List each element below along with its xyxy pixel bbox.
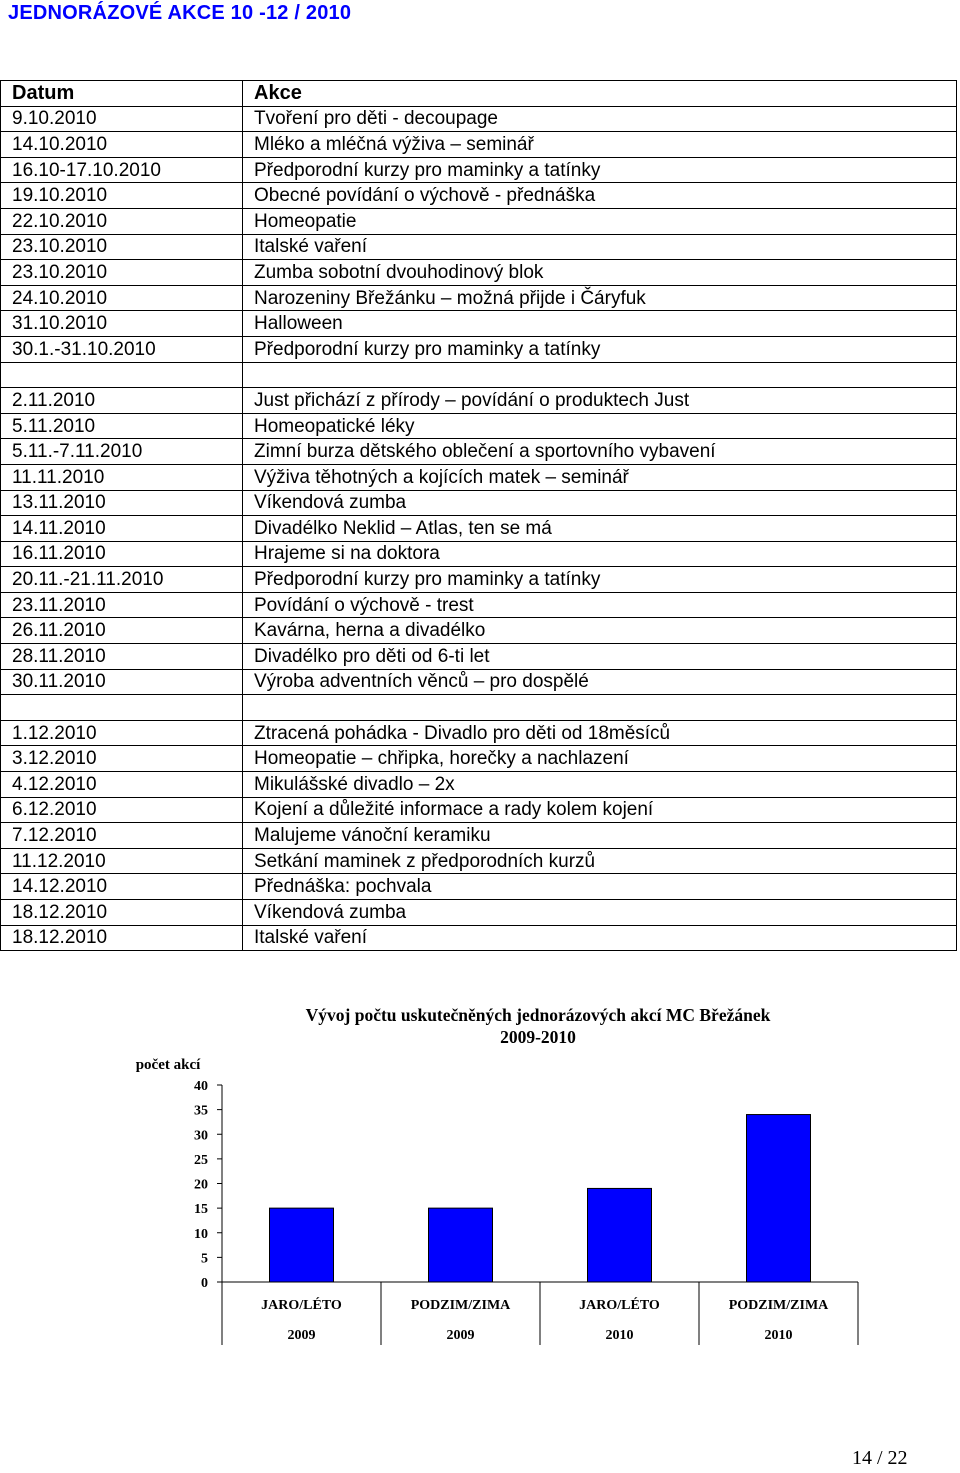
table-row bbox=[1, 336, 957, 362]
event-date-cell: 26.11.2010 bbox=[1, 618, 243, 644]
y-tick-label: 25 bbox=[194, 1152, 208, 1168]
event-date-cell: 23.10.2010 bbox=[1, 260, 243, 286]
event-name-cell: Italské vaření bbox=[243, 234, 957, 260]
x-category-year-label: 2009 bbox=[287, 1328, 316, 1343]
event-name-cell: Obecné povídání o výchově - přednáška bbox=[243, 183, 957, 209]
y-tick-label: 15 bbox=[194, 1202, 208, 1218]
table-row bbox=[1, 592, 957, 618]
event-date-cell: 23.10.2010 bbox=[1, 234, 243, 260]
table-row bbox=[1, 311, 957, 337]
event-name-cell: Setkání maminek z předporodních kurzů bbox=[243, 848, 957, 874]
table-row bbox=[1, 260, 957, 286]
table-row bbox=[1, 618, 957, 644]
table-header-row bbox=[1, 81, 957, 107]
event-name-cell: Italské vaření bbox=[243, 925, 957, 951]
table-row bbox=[1, 720, 957, 746]
table-row bbox=[1, 285, 957, 311]
event-date-cell: 24.10.2010 bbox=[1, 285, 243, 311]
event-name-cell: Ztracená pohádka - Divadlo pro děti od 18měsíců bbox=[243, 720, 957, 746]
table-row bbox=[1, 388, 957, 414]
bar bbox=[270, 1208, 334, 1282]
event-name-cell: Povídání o výchově - trest bbox=[243, 592, 957, 618]
table-row bbox=[1, 797, 957, 823]
event-date-cell: 31.10.2010 bbox=[1, 311, 243, 337]
table-row bbox=[1, 848, 957, 874]
event-date-cell: 2.11.2010 bbox=[1, 388, 243, 414]
table-row bbox=[1, 490, 957, 516]
table-row bbox=[1, 157, 957, 183]
event-name-cell: Přednáška: pochvala bbox=[243, 874, 957, 900]
event-date-cell: 13.11.2010 bbox=[1, 490, 243, 516]
event-date-cell: 3.12.2010 bbox=[1, 746, 243, 772]
event-name-cell: Předporodní kurzy pro maminky a tatínky bbox=[243, 157, 957, 183]
event-name-cell: Zimní burza dětského oblečení a sportovního vybavení bbox=[243, 439, 957, 465]
events-table-body bbox=[1, 81, 957, 951]
bar bbox=[588, 1188, 652, 1282]
event-date-cell: 5.11.-7.11.2010 bbox=[1, 439, 243, 465]
event-date-cell: 11.11.2010 bbox=[1, 464, 243, 490]
table-row bbox=[1, 567, 957, 593]
event-date-cell: 9.10.2010 bbox=[1, 106, 243, 132]
y-tick-label: 35 bbox=[194, 1103, 208, 1119]
table-row bbox=[1, 644, 957, 670]
table-row bbox=[1, 464, 957, 490]
event-name-cell: Homeopatie bbox=[243, 208, 957, 234]
event-date-cell: 23.11.2010 bbox=[1, 592, 243, 618]
event-date-cell: 18.12.2010 bbox=[1, 925, 243, 951]
event-name-cell: Víkendová zumba bbox=[243, 900, 957, 926]
event-name-cell: Mléko a mléčná výživa – seminář bbox=[243, 132, 957, 158]
y-tick-label: 10 bbox=[194, 1226, 208, 1242]
table-row bbox=[1, 362, 957, 388]
table-row bbox=[1, 234, 957, 260]
event-name-cell: Malujeme vánoční keramiku bbox=[243, 823, 957, 849]
table-row bbox=[1, 823, 957, 849]
event-name-cell: Předporodní kurzy pro maminky a tatínky bbox=[243, 567, 957, 593]
event-date-cell: 16.10-17.10.2010 bbox=[1, 157, 243, 183]
event-name-cell: Halloween bbox=[243, 311, 957, 337]
table-row bbox=[1, 413, 957, 439]
event-date-cell: 14.12.2010 bbox=[1, 874, 243, 900]
event-date-cell: 19.10.2010 bbox=[1, 183, 243, 209]
event-date-cell: 6.12.2010 bbox=[1, 797, 243, 823]
table-row bbox=[1, 695, 957, 721]
event-name-cell: Předporodní kurzy pro maminky a tatínky bbox=[243, 336, 957, 362]
event-name-cell: Mikulášské divadlo – 2x bbox=[243, 772, 957, 798]
event-date-cell: 18.12.2010 bbox=[1, 900, 243, 926]
event-name-cell: Hrajeme si na doktora bbox=[243, 541, 957, 567]
event-name-cell bbox=[243, 362, 957, 388]
table-row bbox=[1, 925, 957, 951]
table-row bbox=[1, 132, 957, 158]
event-name-cell: Kojení a důležité informace a rady kolem kojení bbox=[243, 797, 957, 823]
event-date-cell bbox=[1, 362, 243, 388]
y-axis-label: počet akcí bbox=[135, 1057, 201, 1073]
event-name-cell: Divadélko Neklid – Atlas, ten se má bbox=[243, 516, 957, 542]
column-header-date: Datum bbox=[1, 81, 243, 107]
event-date-cell: 1.12.2010 bbox=[1, 720, 243, 746]
y-tick-label: 20 bbox=[194, 1177, 208, 1193]
table-row bbox=[1, 439, 957, 465]
event-name-cell: Divadélko pro děti od 6-ti let bbox=[243, 644, 957, 670]
event-date-cell: 28.11.2010 bbox=[1, 644, 243, 670]
bar bbox=[429, 1208, 493, 1282]
table-row bbox=[1, 208, 957, 234]
table-row bbox=[1, 746, 957, 772]
table-row bbox=[1, 900, 957, 926]
x-category-year-label: 2010 bbox=[605, 1328, 634, 1343]
y-tick-label: 0 bbox=[201, 1276, 208, 1291]
event-date-cell: 22.10.2010 bbox=[1, 208, 243, 234]
chart-title-line2: 2009-2010 bbox=[500, 1027, 576, 1047]
x-category-label: JARO/LÉTO bbox=[579, 1298, 660, 1313]
x-category-year-label: 2010 bbox=[764, 1328, 793, 1343]
table-row bbox=[1, 669, 957, 695]
event-date-cell: 14.10.2010 bbox=[1, 132, 243, 158]
x-category-label: PODZIM/ZIMA bbox=[410, 1298, 511, 1313]
event-name-cell: Víkendová zumba bbox=[243, 490, 957, 516]
chart-title-line1: Vývoj počtu uskutečněných jednorázových akcí MC Břežánek bbox=[305, 1005, 771, 1025]
event-name-cell: Zumba sobotní dvouhodinový blok bbox=[243, 260, 957, 286]
event-name-cell: Výroba adventních věnců – pro dospělé bbox=[243, 669, 957, 695]
x-category-year-label: 2009 bbox=[446, 1328, 475, 1343]
bar bbox=[747, 1115, 811, 1282]
table-row bbox=[1, 541, 957, 567]
table-row bbox=[1, 106, 957, 132]
event-name-cell: Just přichází z přírody – povídání o produktech Just bbox=[243, 388, 957, 414]
page-title: JEDNORÁZOVÉ AKCE 10 -12 / 2010 bbox=[8, 2, 352, 24]
events-table bbox=[0, 80, 957, 951]
event-name-cell: Tvoření pro děti - decoupage bbox=[243, 106, 957, 132]
event-date-cell: 4.12.2010 bbox=[1, 772, 243, 798]
event-date-cell: 30.11.2010 bbox=[1, 669, 243, 695]
event-date-cell: 30.1.-31.10.2010 bbox=[1, 336, 243, 362]
y-tick-label: 40 bbox=[194, 1079, 208, 1094]
page-number: 14 / 22 bbox=[852, 1447, 908, 1469]
table-row bbox=[1, 516, 957, 542]
table-row bbox=[1, 874, 957, 900]
events-bar-chart bbox=[0, 990, 960, 1360]
events-chart bbox=[0, 990, 960, 1360]
event-date-cell: 16.11.2010 bbox=[1, 541, 243, 567]
event-date-cell: 5.11.2010 bbox=[1, 413, 243, 439]
event-date-cell: 20.11.-21.11.2010 bbox=[1, 567, 243, 593]
x-category-label: JARO/LÉTO bbox=[261, 1298, 342, 1313]
event-name-cell: Homeopatické léky bbox=[243, 413, 957, 439]
event-name-cell bbox=[243, 695, 957, 721]
event-date-cell: 14.11.2010 bbox=[1, 516, 243, 542]
x-category-label: PODZIM/ZIMA bbox=[728, 1298, 829, 1313]
event-name-cell: Výživa těhotných a kojících matek – seminář bbox=[243, 464, 957, 490]
event-date-cell: 7.12.2010 bbox=[1, 823, 243, 849]
table-row bbox=[1, 183, 957, 209]
y-tick-label: 30 bbox=[194, 1128, 208, 1144]
event-name-cell: Kavárna, herna a divadélko bbox=[243, 618, 957, 644]
event-name-cell: Homeopatie – chřipka, horečky a nachlazení bbox=[243, 746, 957, 772]
event-name-cell: Narozeniny Břežánku – možná přijde i Čáryfuk bbox=[243, 285, 957, 311]
chart-marks bbox=[194, 1079, 858, 1345]
event-date-cell: 11.12.2010 bbox=[1, 848, 243, 874]
column-header-event: Akce bbox=[243, 81, 957, 107]
y-tick-label: 5 bbox=[201, 1251, 208, 1267]
table-row bbox=[1, 772, 957, 798]
event-date-cell bbox=[1, 695, 243, 721]
